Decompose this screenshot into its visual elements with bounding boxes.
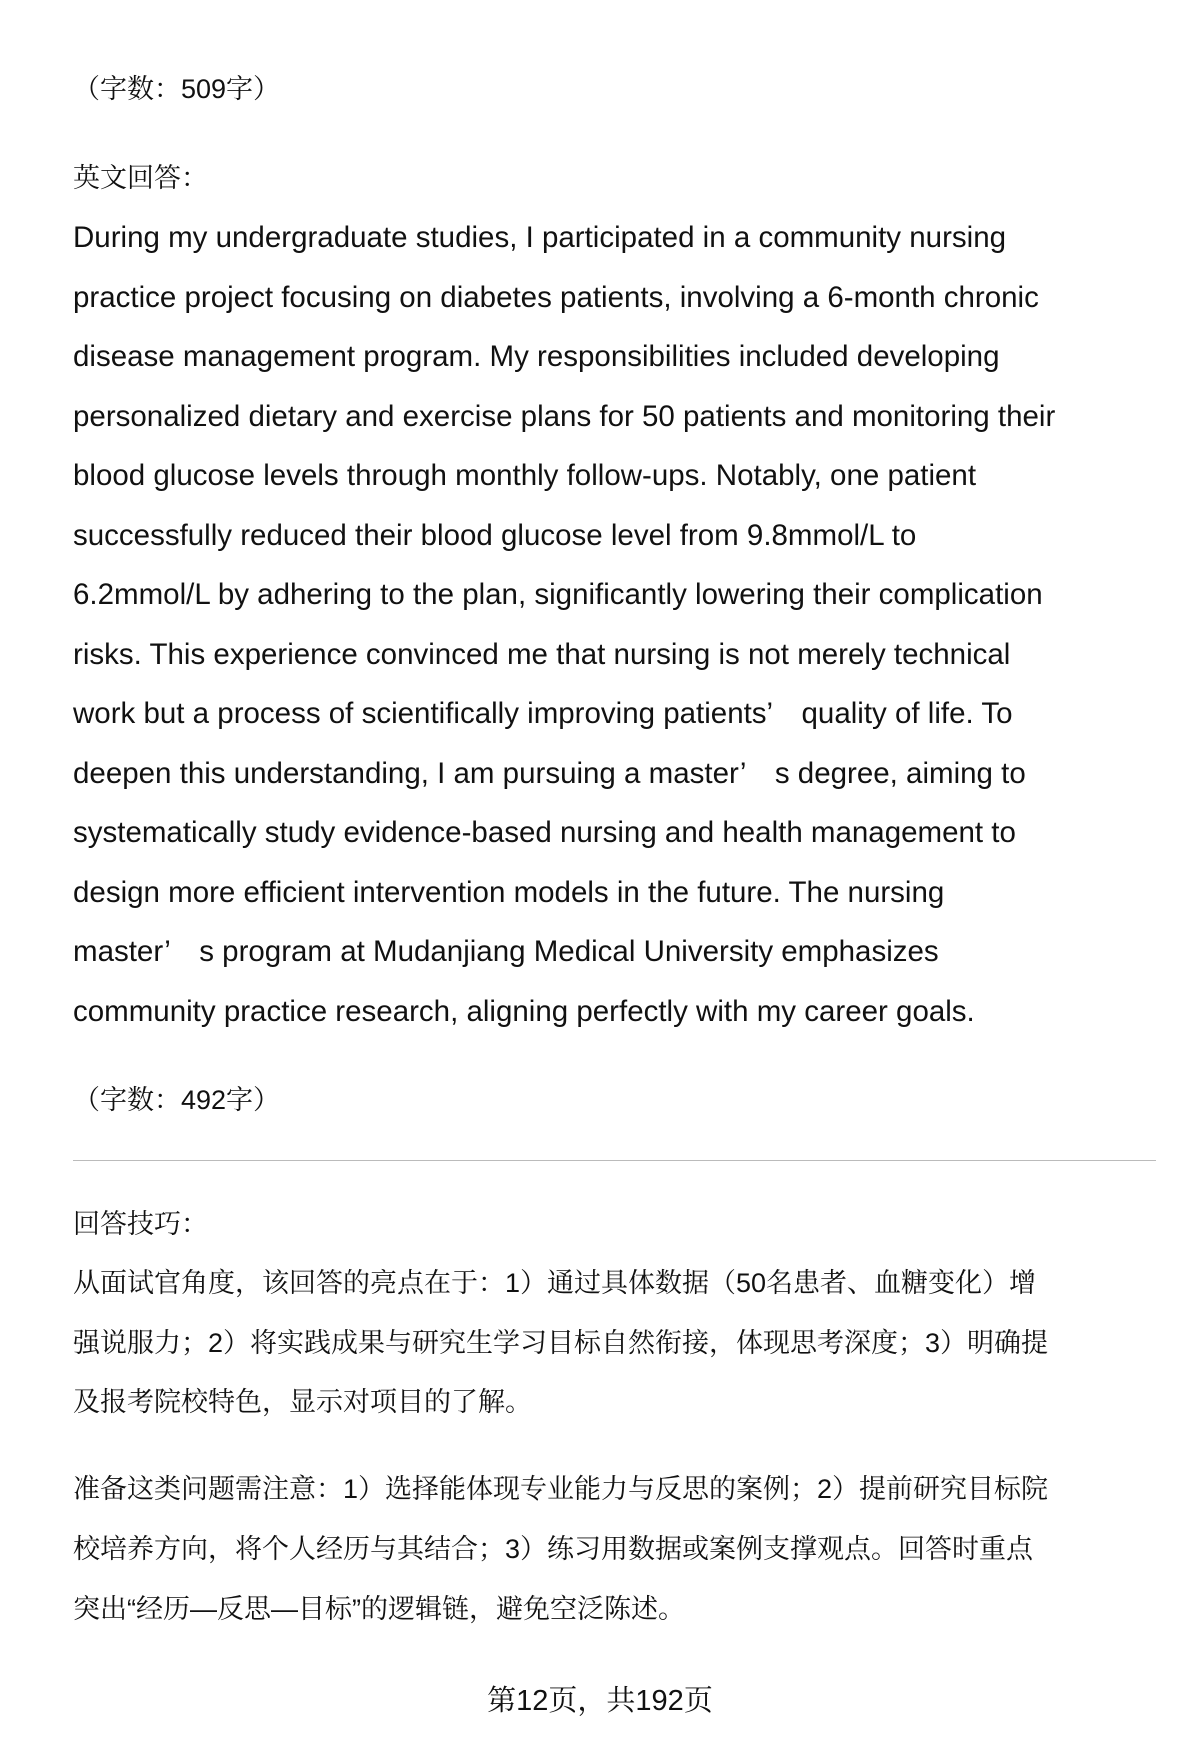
text-line: design more efficient intervention models in the future. The nursing bbox=[73, 875, 945, 909]
text-line: 校培养方向，将个人经历与其结合；3）练习用数据或案例支撑观点。回答时重点 bbox=[73, 1534, 1034, 1564]
word-count-english: （字数：492字） bbox=[73, 1085, 281, 1115]
text-line: work but a process of scientifically improving patients’ quality of life. To bbox=[73, 697, 1013, 730]
text-line: disease management program. My responsibilities included developing bbox=[73, 340, 1000, 373]
text-line: blood glucose levels through monthly follow-ups. Notably, one patient bbox=[73, 459, 977, 492]
section-divider bbox=[73, 1160, 1156, 1161]
text-line: systematically study evidence-based nursing and health management to bbox=[73, 816, 1016, 849]
word-count-chinese: （字数：509字） bbox=[73, 74, 281, 104]
text-line: 6.2mmol/L by adhering to the plan, significantly lowering their complication bbox=[73, 578, 1043, 611]
text-line: successfully reduced their blood glucose level from 9.8mmol/L to bbox=[73, 518, 917, 552]
text-line: master’ s program at Mudanjiang Medical University emphasizes bbox=[73, 935, 939, 968]
text-line: 及报考院校特色，显示对项目的了解。 bbox=[73, 1387, 532, 1417]
text-line: deepen this understanding, I am pursuing a master’ s degree, aiming to bbox=[73, 756, 1026, 790]
text-line: risks. This experience convinced me that nursing is not merely technical bbox=[73, 637, 1011, 671]
text-line: personalized dietary and exercise plans for 50 patients and monitoring their bbox=[73, 399, 1056, 433]
english-answer-heading: 英文回答： bbox=[73, 163, 208, 193]
text-line: 准备这类问题需注意：1）选择能体现专业能力与反思的案例；2）提前研究目标院 bbox=[73, 1474, 1049, 1504]
text-line: 突出“经历—反思—目标”的逻辑链，避免空泛陈述。 bbox=[73, 1594, 685, 1624]
text-line: 强说服力；2）将实践成果与研究生学习目标自然衔接，体现思考深度；3）明确提 bbox=[73, 1327, 1049, 1358]
text-line: practice project focusing on diabetes patients, involving a 6-month chronic bbox=[73, 280, 1039, 314]
text-line: During my undergraduate studies, I participated in a community nursing bbox=[73, 221, 1007, 254]
page-footer: 第12页，共192页 bbox=[487, 1685, 713, 1717]
tips-heading: 回答技巧： bbox=[73, 1209, 208, 1239]
text-line: community practice research, aligning perfectly with my career goals. bbox=[73, 994, 975, 1028]
text-line: 从面试官角度，该回答的亮点在于：1）通过具体数据（50名患者、血糖变化）增 bbox=[73, 1268, 1037, 1298]
